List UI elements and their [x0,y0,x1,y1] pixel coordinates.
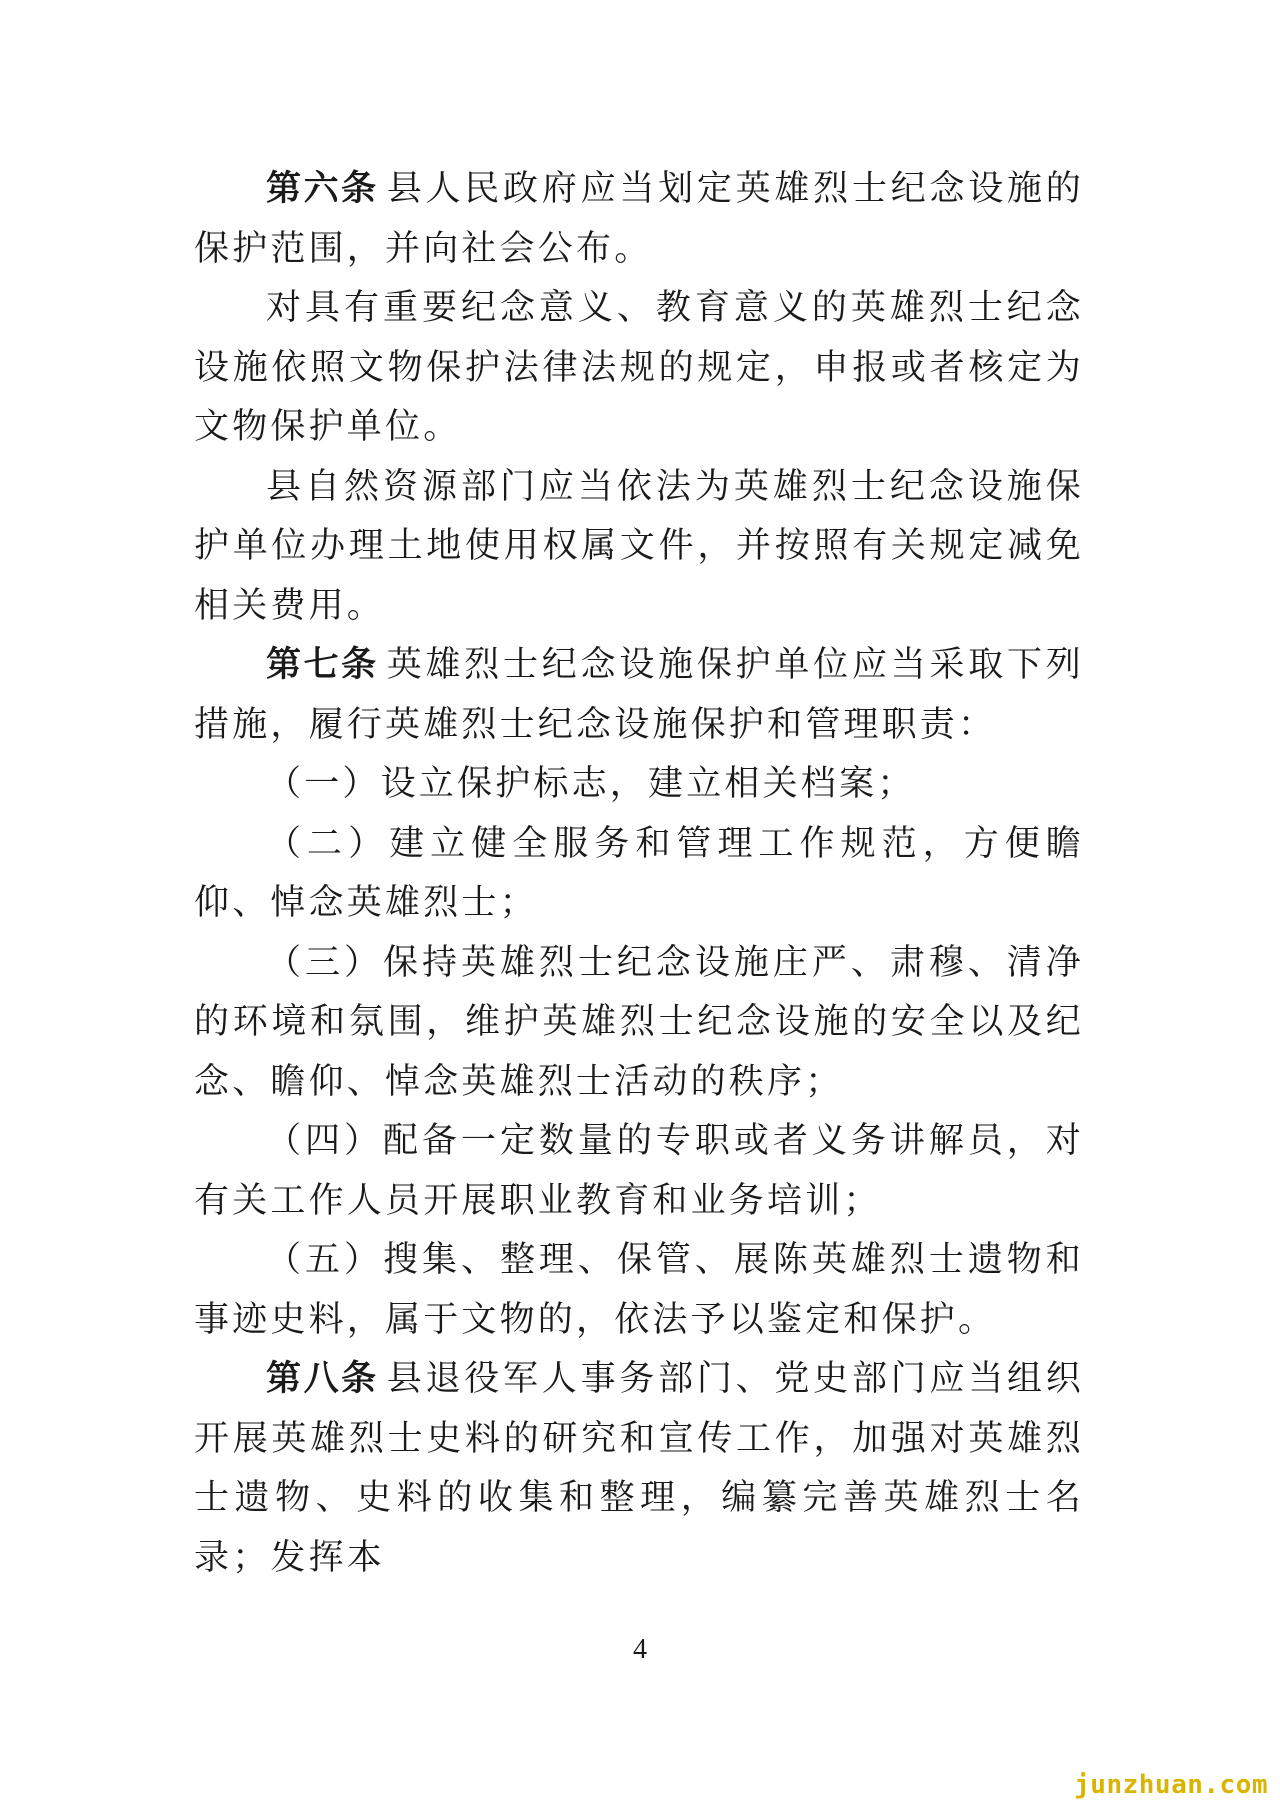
paragraph-text: （二）建立健全服务和管理工作规范，方便瞻仰、悼念英雄烈士； [194,823,1084,923]
watermark-text: junzhuan.com [1074,1770,1268,1800]
paragraph-text: （三）保持英雄烈士纪念设施庄严、肃穆、清净的环境和氛围，维护英雄烈士纪念设施的安全以及纪念、瞻仰、悼念英雄烈士活动的秩序； [194,942,1084,1102]
paragraph-text: （四）配备一定数量的专职或者义务讲解员，对有关工作人员开展职业教育和业务培训； [194,1121,1084,1221]
paragraph-text: 对具有重要纪念意义、教育意义的英雄烈士纪念设施依照文物保护法律法规的规定，申报或者核定为文物保护单位。 [194,288,1084,447]
list-item [194,815,1084,934]
paragraph-text: （一）设立保护标志，建立相关档案； [266,764,916,804]
list-item [194,755,1084,815]
paragraph-article-6 [194,160,1084,279]
page-number: 4 [633,1634,647,1665]
paragraph-text: 县人民政府应当划定英雄烈士纪念设施的保护范围，并向社会公布。 [194,169,1084,269]
paragraph [194,279,1084,458]
paragraph-text: （五）搜集、整理、保管、展陈英雄烈士遗物和事迹史料，属于文物的，依法予以鉴定和保护。 [194,1240,1084,1340]
paragraph-article-8 [194,1350,1084,1588]
article-number: 第六条 [266,169,379,209]
document-page [194,160,1084,1588]
article-number: 第八条 [266,1359,379,1399]
paragraph-text: 县退役军人事务部门、党史部门应当组织开展英雄烈士史料的研究和宣传工作，加强对英雄烈士遗物、史料的收集和整理，编纂完善英雄烈士名录；发挥本 [194,1359,1084,1578]
paragraph-text: 英雄烈士纪念设施保护单位应当采取下列措施，履行英雄烈士纪念设施保护和管理职责： [194,645,1084,745]
paragraph-article-7 [194,636,1084,755]
list-item [194,934,1084,1113]
list-item [194,1231,1084,1350]
article-number: 第七条 [266,645,379,685]
paragraph [194,458,1084,637]
list-item [194,1112,1084,1231]
paragraph-text: 县自然资源部门应当依法为英雄烈士纪念设施保护单位办理土地使用权属文件，并按照有关规定减免相关费用。 [194,466,1084,626]
